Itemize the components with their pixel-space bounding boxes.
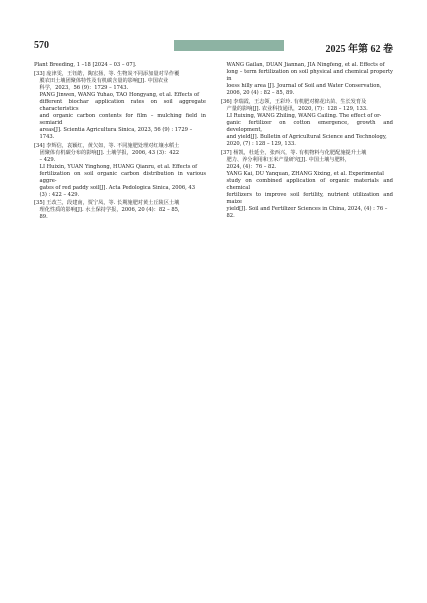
reference-line: YANG Kai, DU Yanquan, ZHANG Xixing, et al. Experimental <box>226 170 384 177</box>
reference-line: different biochar application rates on soil aggregate characteristics <box>39 98 206 112</box>
reference-line: WANG Gailan, DUAN Jiannan, JIA Ningfeng, et al. Effects of <box>226 62 385 68</box>
reference-line: 理化性质的影响[J]. 水土保持学报，2006, 20 (4)：82 – 85, <box>39 207 180 214</box>
reference-line: 1743. <box>39 133 55 140</box>
reference-line: [36] 李瑞霞，王志领，王彩玲. 有机肥对棉花出苗、生长发育及 <box>221 98 367 105</box>
reference-line: 产量的影响[J]. 农业科技通讯，2020, (7)：128 – 129, 133. <box>226 105 368 112</box>
reference-line: 82. <box>226 212 235 219</box>
reference-line: [37] 杨凯，杜延全，张西兴，等. 有机物料与化肥配施提升土壤 <box>221 149 367 156</box>
reference-line: 肥力、养分利用和玉米产量研究[J]. 中国土壤与肥料， <box>226 156 351 163</box>
reference-line: 科学，2023，56 (9)：1729 – 1743. <box>39 84 129 91</box>
reference-line: – 429. <box>39 156 56 163</box>
reference-entry <box>34 62 206 69</box>
reference-line: (3) : 422 – 429. <box>39 191 80 198</box>
reference-line: fertilization on soil organic carbon distribution in various aggre- <box>39 170 206 184</box>
journal-volume: 2025 年第 62 卷 <box>325 44 393 55</box>
reference-line: and yield[J]. Bulletin of Agricultural Science and Technology, <box>226 133 387 140</box>
reference-line: LI Ruixing, WANG Zhiling, WANG Cailing. The effect of or- <box>226 112 382 119</box>
reference-entry <box>221 150 393 220</box>
reference-line: fertilizers to improve soil fertility, nutrient utilization and maize <box>226 191 393 205</box>
reference-column-right <box>221 62 393 221</box>
reference-line: [33] 庞津雯，王钰皓，陶宏扬，等. 生物炭不同添加量对旱作覆 <box>34 70 180 77</box>
header-color-band <box>174 40 284 51</box>
reference-line: PANG Jinwen, WANG Yuhao, TAO Hongyang, et al. Effects of <box>39 91 199 98</box>
reference-line: study on combined application of organic materials and chemical <box>226 177 393 191</box>
reference-line: [35] 王改兰，段建南，贾宁凤，等. 长期施肥对黄土丘陵区土壤 <box>34 200 180 207</box>
reference-line: [34] 李辉信，袁颖红，黄欠如，等. 不同施肥处理对红壤水稻土 <box>34 142 180 149</box>
reference-line: gates of red paddy soil[J]. Acta Pedologica Sinica, 2006, 43 <box>39 184 196 191</box>
reference-line: 89. <box>39 214 48 221</box>
reference-line: 2024, (4)：76 – 82. <box>226 163 277 170</box>
reference-entry <box>221 62 393 97</box>
reference-entry <box>34 71 206 141</box>
reference-line: loess hilly area [J]. Journal of Soil and Water Conservation, <box>226 83 382 89</box>
reference-line: LI Huixin, YUAN Yinghong, HUANG Qianru, et al. Effects of <box>39 163 198 170</box>
reference-line: 膜农田土壤团聚体特性及有机碳含量的影响[J]. 中国农业 <box>39 77 169 84</box>
reference-line: and organic carbon contents for film – mulching field in semiarid <box>39 112 206 126</box>
page-header <box>34 40 393 56</box>
reference-line: long – term fertilization on soil physical and chemical property in <box>226 69 393 82</box>
reference-line: ganic fertilizer on cotton emergence, growth and development, <box>226 119 393 133</box>
reference-line: 团聚体有机碳分布的影响[J]. 土壤学报，2006, 43 (3)：422 <box>39 149 180 156</box>
reference-entry <box>34 143 206 199</box>
reference-line: 2006, 20 (4) : 82 – 85, 89. <box>226 90 295 96</box>
reference-line: yield[J]. Soil and Fertilizer Sciences in China, 2024, (4) : 76 – <box>226 205 388 212</box>
reference-column-left <box>34 62 206 223</box>
reference-line: 2020, (7) : 128 – 129, 133. <box>226 140 296 147</box>
reference-entry <box>221 99 393 148</box>
reference-line: Plant Breeding, 1 –18 [2024 – 03 – 07]. <box>34 62 137 68</box>
reference-line: areas[J]. Scientia Agricultura Sinica, 2023, 56 (9) : 1729 – <box>39 126 193 133</box>
page-number: 570 <box>34 40 49 51</box>
reference-entry <box>34 200 206 221</box>
